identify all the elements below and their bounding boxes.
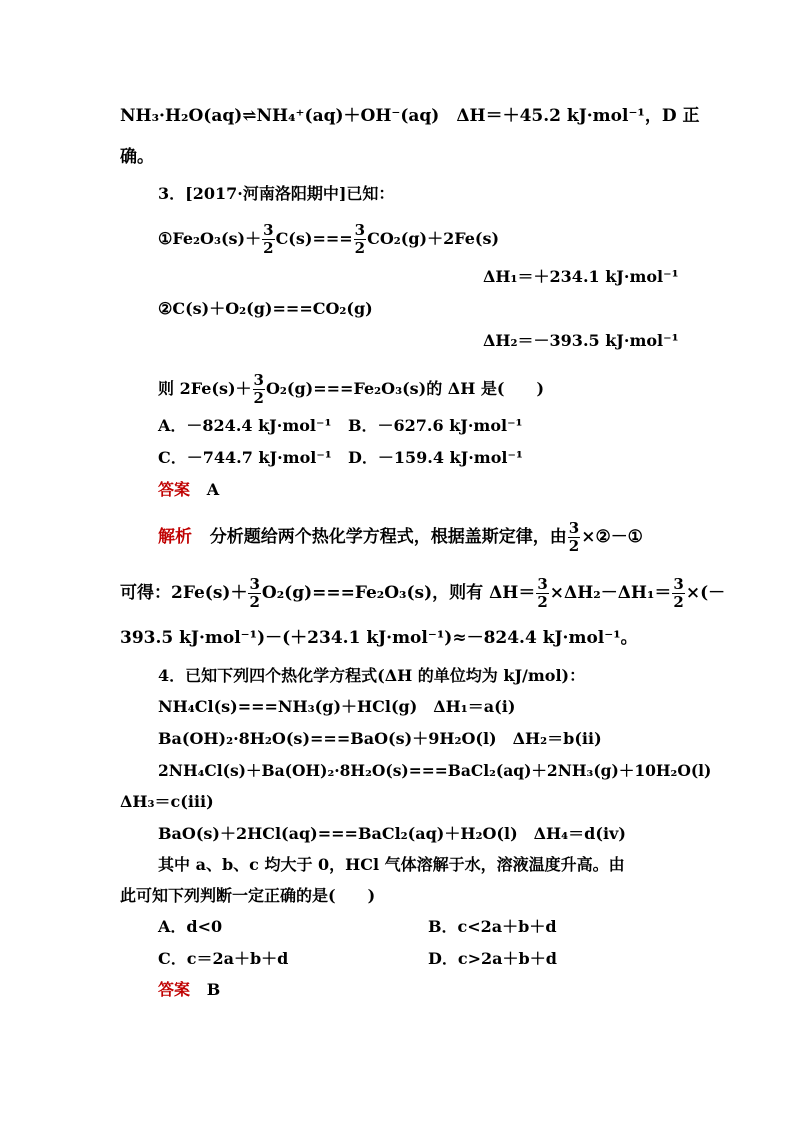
eq1-part-c: CO₂(g)＋2Fe(s) [367, 229, 500, 248]
q3-answer [158, 480, 219, 500]
q3-analysis-3: 393.5 kJ·mol⁻¹)－(＋234.1 kJ·mol⁻¹)≈－824.4 kJ·mol⁻¹。 [120, 628, 638, 648]
q4-text-1: 其中 a、b、c 均大于 0，HCl 气体溶解于水，溶液温度升高。由 [158, 855, 625, 874]
answer-label: 答案 [158, 980, 191, 999]
fraction-three-halves [262, 222, 274, 257]
q3-equation-2: ②C(s)＋O₂(g)===CO₂(g) [158, 299, 373, 318]
fraction-denominator: 2 [253, 389, 264, 407]
q3-ask-part-a: 则 2Fe(s)＋ [158, 379, 252, 398]
q4-equation-4: BaO(s)＋2HCl(aq)===BaCl₂(aq)＋H₂O(l) ΔH₄＝d(ⅳ) [158, 824, 626, 843]
fraction-denominator: 2 [263, 239, 274, 257]
analysis-text-2b: O₂(g)===Fe₂O₃(s)，则有 ΔH＝ [261, 583, 536, 603]
q3-dh1: ΔH₁＝＋234.1 kJ·mol⁻¹ [483, 267, 679, 286]
q4-answer [158, 980, 220, 1000]
fraction-numerator: 3 [568, 519, 580, 537]
q3-source: [2017·河南洛阳期中] [185, 184, 347, 203]
fraction-numerator: 3 [263, 221, 274, 239]
q3-option-a: A．－824.4 kJ·mol⁻¹ [158, 416, 332, 435]
q3-option-c: C．－744.7 kJ·mol⁻¹ [158, 448, 332, 467]
q3-header [158, 184, 394, 204]
fraction-denominator: 2 [673, 593, 684, 611]
q3-option-b: B．－627.6 kJ·mol⁻¹ [348, 416, 523, 435]
q3-stem: 已知： [346, 184, 395, 203]
q3-analysis-1 [158, 520, 643, 555]
q3-dh2: ΔH₂＝－393.5 kJ·mol⁻¹ [483, 331, 679, 350]
fraction-denominator: 2 [568, 537, 580, 555]
q4-equation-3: 2NH₄Cl(s)＋Ba(OH)₂·8H₂O(s)===BaCl₂(aq)＋2NH₃(g)＋10H₂O(l) [158, 761, 712, 780]
q4-option-a: A．d<0 [158, 917, 223, 936]
fraction-numerator: 3 [249, 575, 260, 593]
q3-question [158, 372, 544, 407]
fraction-denominator: 2 [354, 239, 366, 257]
fraction-numerator: 3 [253, 371, 264, 389]
fraction-denominator: 2 [537, 593, 548, 611]
fraction-numerator: 3 [354, 221, 366, 239]
q4-equation-1: NH₄Cl(s)===NH₃(g)＋HCl(g) ΔH₁＝a(ⅰ) [158, 697, 516, 716]
eq1-part-a: Fe₂O₃(s)＋ [172, 229, 262, 248]
answer-value: A [206, 480, 220, 499]
fraction-numerator: 3 [537, 575, 548, 593]
q4-option-b: B．c<2a＋b＋d [428, 917, 557, 936]
q4-option-c: C．c＝2a＋b＋d [158, 949, 289, 968]
fraction-numerator: 3 [673, 575, 684, 593]
answer-value: B [206, 980, 221, 999]
analysis-text-1b: ×②－① [581, 527, 643, 547]
q3-ask-part-b: O₂(g)===Fe₂O₃(s)的 ΔH 是( ) [265, 379, 545, 398]
eq1-label: ① [158, 229, 173, 248]
q3-number: 3． [158, 184, 186, 203]
q3-analysis-2 [120, 576, 725, 611]
eq1-part-b: C(s)=== [275, 229, 353, 248]
analysis-text-2c: ×ΔH₂－ΔH₁＝ [549, 583, 672, 603]
fraction-three-halves [536, 576, 548, 611]
q3-equation-1 [158, 222, 499, 257]
q4-option-d: D．c>2a＋b＋d [428, 949, 557, 968]
fraction-three-halves [248, 576, 260, 611]
q4-text-2: 此可知下列判断一定正确的是( ) [120, 886, 376, 905]
prev-answer-line-2: 确。 [120, 147, 154, 167]
analysis-label: 解析 [158, 527, 192, 547]
analysis-text-2d: ×(－ [685, 583, 726, 603]
analysis-text-1: 分析题给两个热化学方程式，根据盖斯定律，由 [209, 527, 567, 547]
q4-stem: 4．已知下列四个热化学方程式(ΔH 的单位均为 kJ/mol)： [158, 666, 586, 685]
fraction-three-halves [568, 520, 580, 555]
fraction-three-halves [672, 576, 684, 611]
fraction-three-halves [354, 222, 366, 257]
answer-label: 答案 [158, 480, 191, 499]
prev-answer-line-1: NH₃·H₂O(aq)⇌NH₄⁺(aq)＋OH⁻(aq) ΔH＝＋45.2 kJ·mol⁻¹，D 正 [120, 106, 700, 126]
fraction-three-halves [253, 372, 265, 407]
q4-equation-3-dh: ΔH₃＝c(ⅲ) [120, 792, 214, 811]
fraction-denominator: 2 [249, 593, 260, 611]
analysis-text-2a: 可得：2Fe(s)＋ [120, 583, 248, 603]
q4-equation-2: Ba(OH)₂·8H₂O(s)===BaO(s)＋9H₂O(l) ΔH₂＝b(ⅱ) [158, 729, 602, 748]
q3-option-d: D．－159.4 kJ·mol⁻¹ [348, 448, 523, 467]
